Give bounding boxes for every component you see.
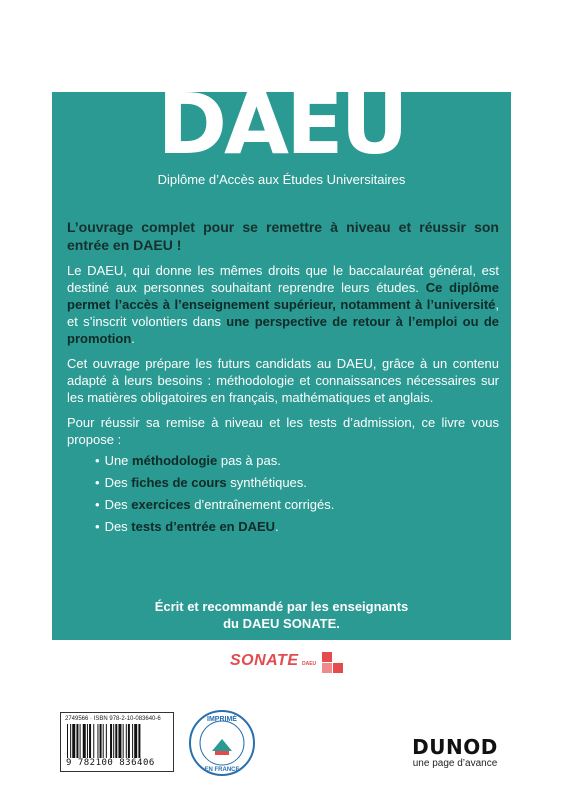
cover-subtitle: Diplôme d’Accès aux Études Universitaires — [157, 172, 406, 187]
p1-text-a: Le DAEU, qui donne les mêmes droits que le baccalauréat général, est destiné aux personnes souhaitant reprendre leurs études. — [67, 263, 499, 295]
paragraph-ouvrage: Cet ouvrage prépare les futurs candidats au DAEU, grâce à un contenu adapté à leurs besoins : méthodologie et connaissances nécessaires sur les matières obligatoires en français, mathématiques et anglais. — [67, 356, 499, 405]
isbn-barcode — [60, 712, 174, 772]
list-item: • Des fiches de cours synthétiques. — [95, 474, 499, 491]
badge-bottom-text: EN FRANCE — [204, 767, 240, 773]
barcode-bar — [115, 724, 117, 758]
back-cover-text — [67, 218, 499, 540]
barcode-bar — [70, 724, 71, 758]
barcode-bars-icon — [67, 724, 167, 758]
lead-paragraph: L’ouvrage complet pour se remettre à niveau et réussir son entrée en DAEU ! — [67, 219, 499, 253]
barcode-bar — [110, 724, 112, 758]
list-item: • Une méthodologie pas à pas. — [95, 452, 499, 469]
barcode-bar — [87, 724, 88, 758]
teal-panel — [52, 75, 511, 640]
barcode-bar — [126, 724, 127, 758]
list-item: • Des exercices d’entraînement corrigés. — [95, 496, 499, 513]
barcode-bar — [100, 724, 102, 758]
feature-list — [67, 452, 499, 535]
sonate-square-icon — [322, 652, 332, 662]
closing-statement — [52, 598, 511, 632]
barcode-bar — [132, 724, 133, 758]
barcode-bar — [118, 724, 121, 758]
closing-line-1: Écrit et recommandé par les enseignants — [154, 599, 409, 614]
barcode-bar — [128, 724, 130, 758]
paragraph-propose: Pour réussir sa remise à niveau et les tests d’admission, ce livre vous propose : — [67, 415, 499, 447]
imprime-en-france-badge — [188, 709, 256, 777]
barcode-bar — [83, 724, 86, 758]
list-item: • Des tests d’entrée en DAEU. — [95, 518, 499, 535]
sonate-wordmark: SONATE — [230, 652, 299, 669]
badge-top-text: IMPRIMÉ — [207, 716, 237, 723]
barcode-bar — [97, 724, 98, 758]
sonate-logo — [230, 652, 345, 674]
barcode-bar — [138, 724, 140, 758]
barcode-caption: 2749566 · ISBN 978-2-10-083640-6 — [65, 716, 161, 722]
cover-title: DAEU — [157, 75, 406, 173]
p1-text-e: . — [131, 331, 135, 346]
barcode-bar — [134, 724, 137, 758]
sonate-sub-label: DAEU — [302, 661, 317, 667]
sonate-square-icon — [333, 663, 343, 673]
barcode-bar — [106, 724, 107, 758]
barcode-bar — [80, 724, 81, 758]
p1-bold-d: une perspective de retour à l’emploi ou de promotion — [67, 314, 500, 346]
barcode-digits: 9 782100 836406 — [66, 758, 155, 768]
barcode-bar — [76, 724, 78, 758]
p1-text-c: , et s’inscrit volontiers dans — [67, 297, 499, 329]
sonate-square-icon — [322, 663, 332, 673]
paragraph-daeu — [67, 262, 499, 347]
barcode-bar — [93, 724, 94, 758]
barcode-bar — [123, 724, 124, 758]
dunod-tagline: une page d’avance — [412, 758, 498, 769]
dunod-logo — [410, 737, 500, 769]
barcode-bar — [89, 724, 91, 758]
barcode-bar — [72, 724, 75, 758]
dunod-wordmark: DUNOD — [412, 735, 498, 759]
p1-bold-b: Ce diplôme permet l’accès à l’enseignement supérieur, notamment à l’université — [67, 280, 499, 312]
barcode-bar — [103, 724, 104, 758]
barcode-bar — [67, 724, 68, 758]
barcode-bar — [113, 724, 114, 758]
closing-line-2: du DAEU SONATE. — [223, 616, 340, 631]
